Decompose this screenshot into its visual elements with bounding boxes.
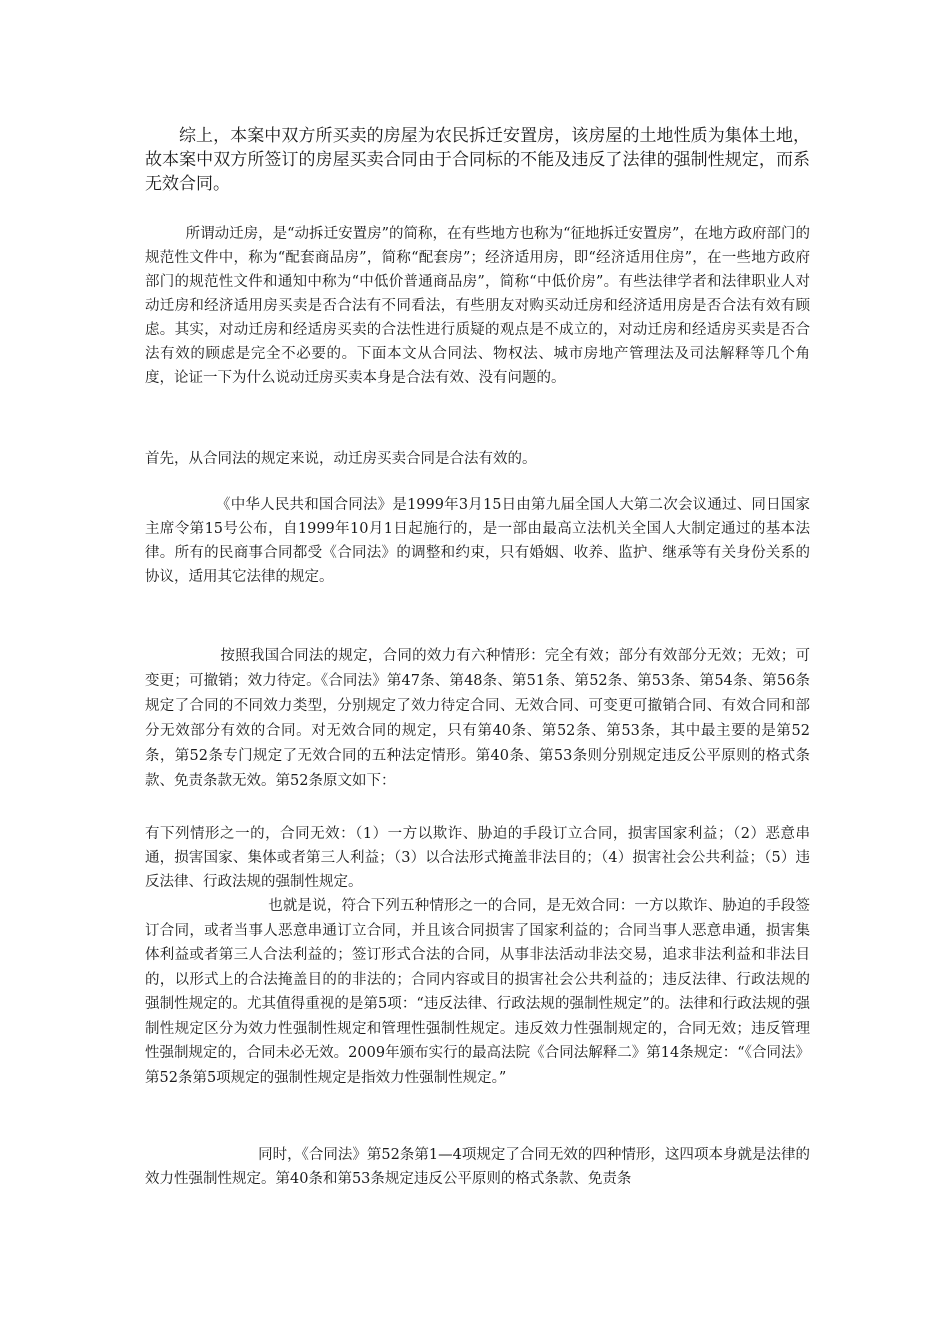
paragraph-contract-law-intro: 《中华人民共和国合同法》是1999年3月15日由第九届全国人大第二次会议通过、同日国家主席令第15号公布，自1999年10月1日起施行的，是一部由最高立法机关全国人大制定通过的基本法律。所有的民商事合同都受《合同法》的调整和约束，只有婚姻、收养、监护、继承等有关身份关系的协议，适用其它法律的规定。 <box>145 497 810 585</box>
paragraph-conclusion: 综上，本案中双方所买卖的房屋为农民拆迁安置房，该房屋的土地性质为集体土地，故本案中双方所签订的房屋买卖合同由于合同标的不能及违反了法律的强制性规定，而系无效合同。 <box>145 126 810 194</box>
paragraph-article-52-explanation: 也就是说，符合下列五种情形之一的合同，是无效合同：一方以欺诈、胁迫的手段签订合同，或者当事人恶意串通订立合同，并且该合同损害了国家利益的；合同当事人恶意串通，损害集体利益或者第三人合法利益的；签订形式合法的合同，从事非法活动非法交易，追求非法利益和非法目的，以形式上的合法掩盖目的的非法的；合同内容或目的损害社会公共利益的；违反法律、行政法规的强制性规定的。尤其值得重视的是第5项：“违反法律、行政法规的强制性规定”的。法律和行政法规的强制性规定区分为效力性强制性规定和管理性强制性规定。违反效力性强制规定的，合同无效；违反管理性强制规定的，合同未必无效。2009年颁布实行的最高法院《合同法解释二》第14条规定：“《合同法》第52条第5项规定的强制性规定是指效力性强制性规定。” <box>145 898 810 1086</box>
paragraph-mandatory-provisions: 同时，《合同法》第52条第1—4项规定了合同无效的四种情形，这四项本身就是法律的效力性强制性规定。第40条和第53条规定违反公平原则的格式条款、免责条 <box>145 1147 810 1187</box>
paragraph-contract-validity-types: 按照我国合同法的规定，合同的效力有六种情形：完全有效；部分有效部分无效；无效；可变更；可撤销；效力待定。《合同法》第47条、第48条、第51条、第52条、第53条、第54条、第56条规定了合同的不同效力类型，分别规定了效力待定合同、无效合同、可变更可撤销合同、有效合同和部分无效部分有效的合同。对无效合同的规定，只有第40条、第52条、第53条，其中最主要的是第52条，第52条专门规定了无效合同的五种法定情形。第40条、第53条则分别规定违反公平原则的格式条款、免责条款无效。第52条原文如下： <box>145 648 810 789</box>
paragraph-first-point: 首先，从合同法的规定来说，动迁房买卖合同是合法有效的。 <box>145 451 537 467</box>
paragraph-relocation-housing-definition: 所谓动迁房，是“动拆迁安置房”的简称，在有些地方也称为“征地拆迁安置房”，在地方政府部门的规范性文件中，称为“配套商品房”，简称“配套房”；经济适用房，即“经济适用住房”，在一些地方政府部门的规范性文件和通知中称为“中低价普通商品房”，简称“中低价房”。有些法律学者和法律职业人对动迁房和经济适用房买卖是否合法有不同看法，有些朋友对购买动迁房和经济适用房是否合法有效有顾虑。其实，对动迁房和经适房买卖的合法性进行质疑的观点是不成立的，对动迁房和经适房买卖是否合法有效的顾虑是完全不必要的。下面本文从合同法、物权法、城市房地产管理法及司法解释等几个角度，论证一下为什么说动迁房买卖本身是合法有效、没有问题的。 <box>145 226 810 386</box>
paragraph-article-52-text: 有下列情形之一的，合同无效：（1）一方以欺诈、胁迫的手段订立合同，损害国家利益；（2）恶意串通，损害国家、集体或者第三人利益；（3）以合法形式掩盖非法目的；（4）损害社会公共利益；（5）违反法律、行政法规的强制性规定。 <box>145 826 810 890</box>
